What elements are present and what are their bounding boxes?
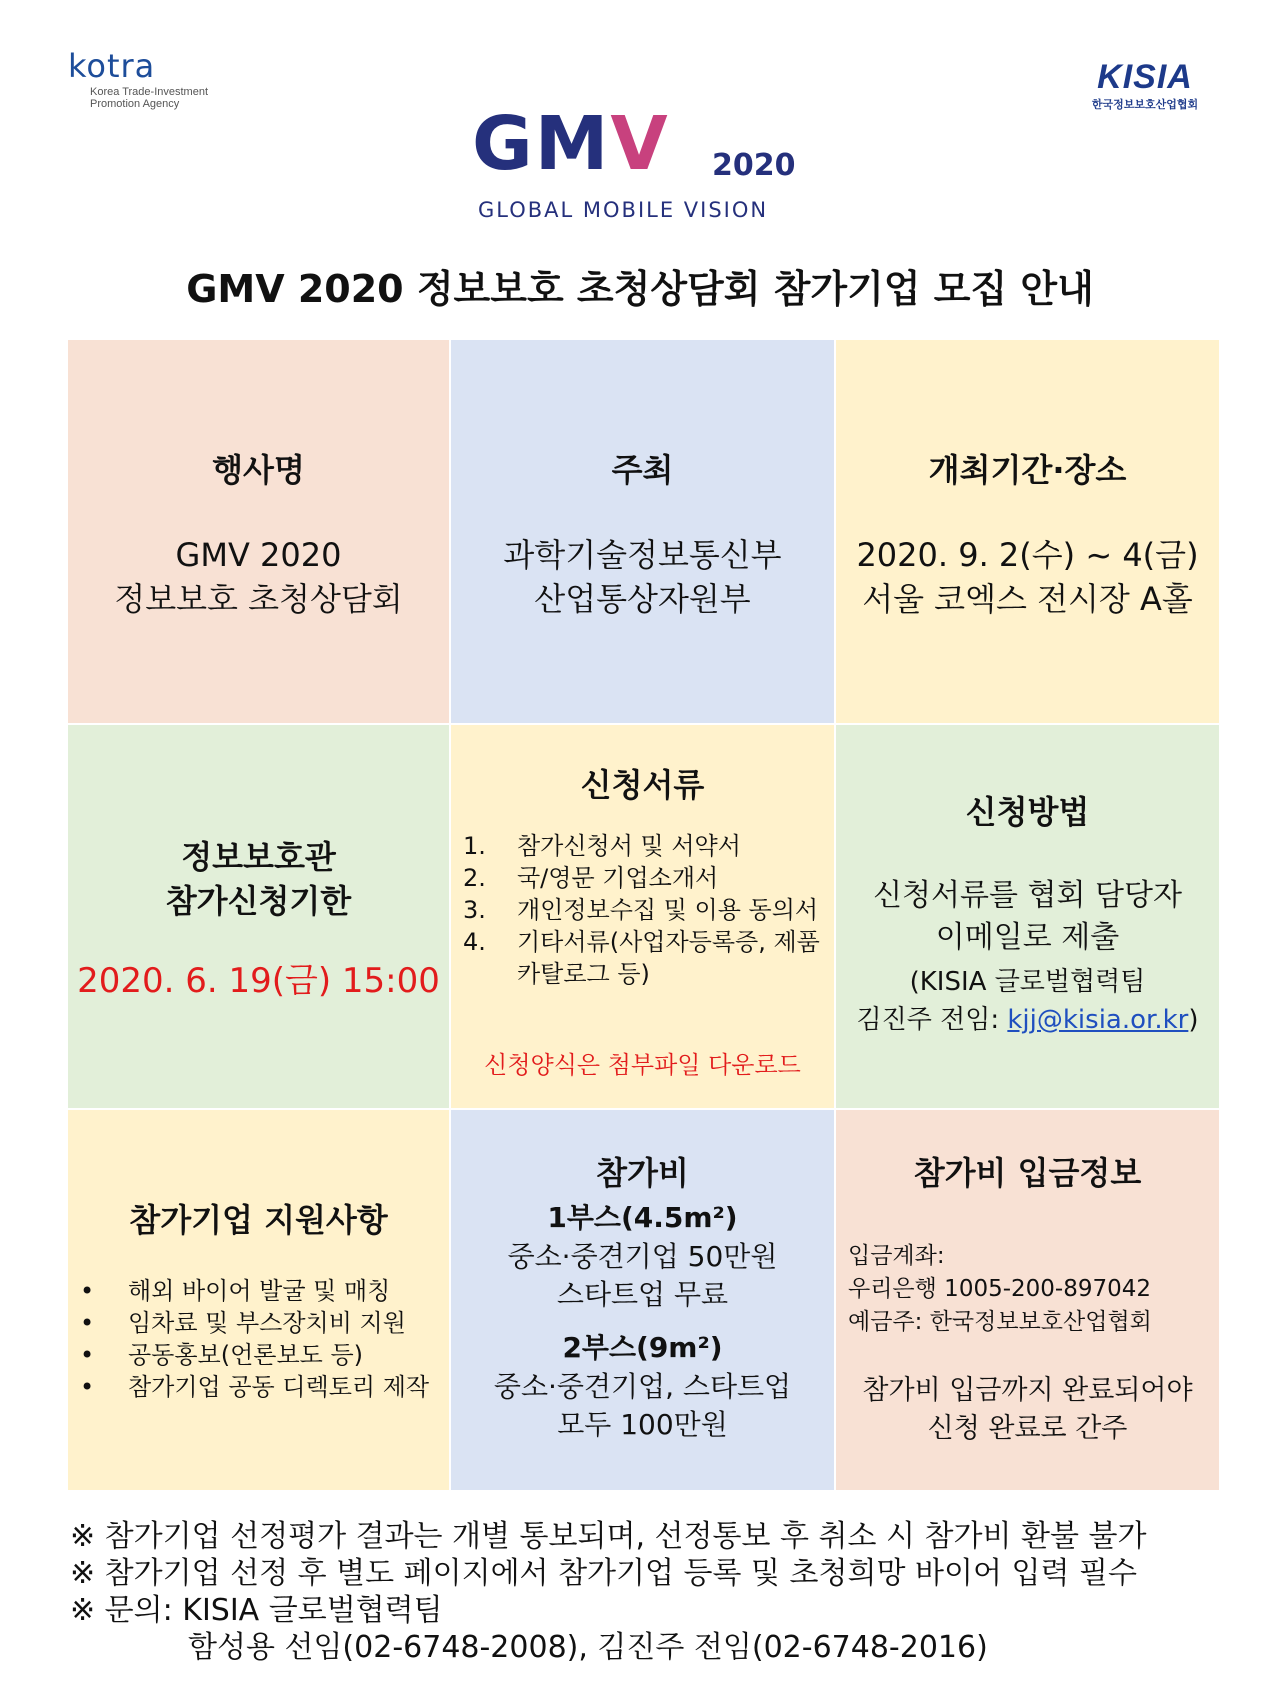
note-line1: ※ 참가기업 선정평가 결과는 개별 통보되며, 선정통보 후 취소 시 참가비 환불 불가 <box>70 1519 1147 1554</box>
event-name-line1: GMV 2020 <box>175 536 342 574</box>
list-item-text: 국/영문 기업소개서 <box>517 864 719 892</box>
info-grid <box>68 340 1221 1492</box>
fee-booth2-title: 2부스(9m²) <box>562 1331 723 1364</box>
support-heading: 참가기업 지원사항 <box>129 1201 388 1239</box>
payment-note <box>836 1372 1219 1448</box>
period-venue-value <box>836 533 1219 621</box>
gmv-logo-sub: GLOBAL MOBILE VISION <box>478 198 769 222</box>
note-line2: ※ 참가기업 선정 후 별도 페이지에서 참가기업 등록 및 초청희망 바이어 입력 필수 <box>70 1556 1137 1591</box>
note-line3: ※ 문의: KISIA 글로벌협력팀 <box>70 1593 443 1628</box>
gmv-logo-main <box>472 101 670 187</box>
event-name-line2: 정보보호 초청상담회 <box>114 580 403 618</box>
host-line2: 산업통상자원부 <box>534 580 751 618</box>
kisia-logo <box>1060 60 1230 112</box>
list-item-num: 4. <box>463 928 486 956</box>
kotra-logo-sub <box>90 86 208 110</box>
gmv-logo-v: V <box>610 101 670 187</box>
list-item-text: 참가신청서 및 서약서 <box>517 832 741 860</box>
method-contact-close: ) <box>1188 1005 1199 1035</box>
host-value <box>451 533 834 621</box>
payment-account-number: 우리은행 1005-200-897042 <box>848 1276 1152 1302</box>
host-line1: 과학기술정보통신부 <box>503 536 782 574</box>
list-item: • 참가기업 공동 디렉토리 제작 <box>80 1371 445 1403</box>
list-item <box>463 830 826 862</box>
payment-heading: 참가비 입금정보 <box>913 1154 1142 1192</box>
deadline-heading-line2: 참가신청기한 <box>165 882 352 920</box>
method-contact <box>836 963 1219 1039</box>
deadline-heading <box>68 835 449 923</box>
fee-booth1-title: 1부스(4.5m²) <box>547 1201 738 1234</box>
host-cell <box>451 340 836 725</box>
method-contact-line1: (KISIA 글로벌협력팀 <box>909 967 1146 997</box>
event-name-cell <box>68 340 451 725</box>
kotra-sub-line1: Korea Trade-Investment <box>90 86 209 98</box>
list-item-num: 1. <box>463 832 486 860</box>
payment-account-label: 입금계좌: <box>848 1243 945 1269</box>
method-contact-line2 <box>836 1001 1219 1039</box>
kotra-logo-word: kotra <box>68 47 156 85</box>
method-desc <box>836 875 1219 959</box>
documents-heading: 신청서류 <box>580 766 705 804</box>
fee-heading: 참가비 <box>596 1154 689 1192</box>
gmv-logo-gm: GM <box>472 101 611 187</box>
documents-cell <box>451 725 836 1110</box>
method-line1: 신청서류를 협회 담당자 <box>873 878 1182 913</box>
period-venue-heading: 개최기간·장소 <box>928 451 1127 489</box>
fee-booth1 <box>451 1198 834 1314</box>
period-venue-cell <box>836 340 1221 725</box>
documents-note: 신청양식은 첨부파일 다운로드 <box>484 1051 801 1079</box>
payment-account-holder: 예금주: 한국정보보호산업협회 <box>848 1309 1152 1335</box>
method-heading: 신청방법 <box>965 793 1090 831</box>
kotra-logo <box>68 47 209 110</box>
deadline-cell <box>68 725 451 1110</box>
email-link[interactable]: kjj@kisia.or.kr <box>1007 1005 1189 1035</box>
support-list <box>80 1275 445 1403</box>
note-line4: 함성용 선임(02-6748-2008), 김진주 전임(02-6748-2016) <box>188 1630 988 1665</box>
list-item-text: 기타서류(사업자등록증, 제품 카탈로그 등) <box>517 928 820 988</box>
fee-booth2-line1: 중소·중견기업, 스타트업 <box>493 1370 792 1403</box>
deadline-heading-line1: 정보보호관 <box>181 838 336 876</box>
list-item-num: 2. <box>463 864 486 892</box>
method-line2: 이메일로 제출 <box>935 920 1120 955</box>
list-item-num: 3. <box>463 896 486 924</box>
gmv-logo <box>472 88 832 238</box>
event-name-value <box>68 533 449 621</box>
fee-booth2-line2: 모두 100만원 <box>557 1408 728 1441</box>
payment-note-line2: 신청 완료로 간주 <box>927 1413 1128 1444</box>
fee-booth2 <box>451 1328 834 1444</box>
period-line: 2020. 9. 2(수) ~ 4(금) <box>856 536 1199 574</box>
event-name-heading: 행사명 <box>212 451 305 489</box>
payment-cell <box>836 1110 1221 1492</box>
payment-account <box>848 1240 1211 1339</box>
kisia-logo-sub: 한국정보보호산업협회 <box>1091 99 1199 111</box>
support-cell <box>68 1110 451 1492</box>
gmv-logo-year: 2020 <box>712 148 796 183</box>
method-contact-person: 김진주 전임: <box>856 1005 1008 1035</box>
venue-line: 서울 코엑스 전시장 A홀 <box>862 580 1193 618</box>
kisia-logo-word: KISIA <box>1097 58 1193 96</box>
list-item: • 공동홍보(언론보도 등) <box>80 1339 445 1371</box>
list-item <box>463 926 826 990</box>
list-item: • 임차료 및 부스장치비 지원 <box>80 1307 445 1339</box>
list-item-text: 개인정보수집 및 이용 동의서 <box>517 896 819 924</box>
list-item: • 해외 바이어 발굴 및 매칭 <box>80 1275 445 1307</box>
fee-cell <box>451 1110 836 1492</box>
fee-booth1-line1: 중소·중견기업 50만원 <box>507 1240 778 1273</box>
fee-booth1-line2: 스타트업 무료 <box>556 1278 729 1311</box>
method-cell <box>836 725 1221 1110</box>
documents-list <box>463 830 826 990</box>
list-item <box>463 862 826 894</box>
footer-notes <box>70 1518 1250 1666</box>
deadline-value: 2020. 6. 19(금) 15:00 <box>77 961 440 1001</box>
host-heading: 주최 <box>611 451 674 489</box>
payment-note-line1: 참가비 입금까지 완료되어야 <box>862 1375 1193 1406</box>
kotra-sub-line2: Promotion Agency <box>90 98 180 110</box>
page-title: GMV 2020 정보보호 초청상담회 참가기업 모집 안내 <box>186 267 1094 311</box>
list-item <box>463 894 826 926</box>
